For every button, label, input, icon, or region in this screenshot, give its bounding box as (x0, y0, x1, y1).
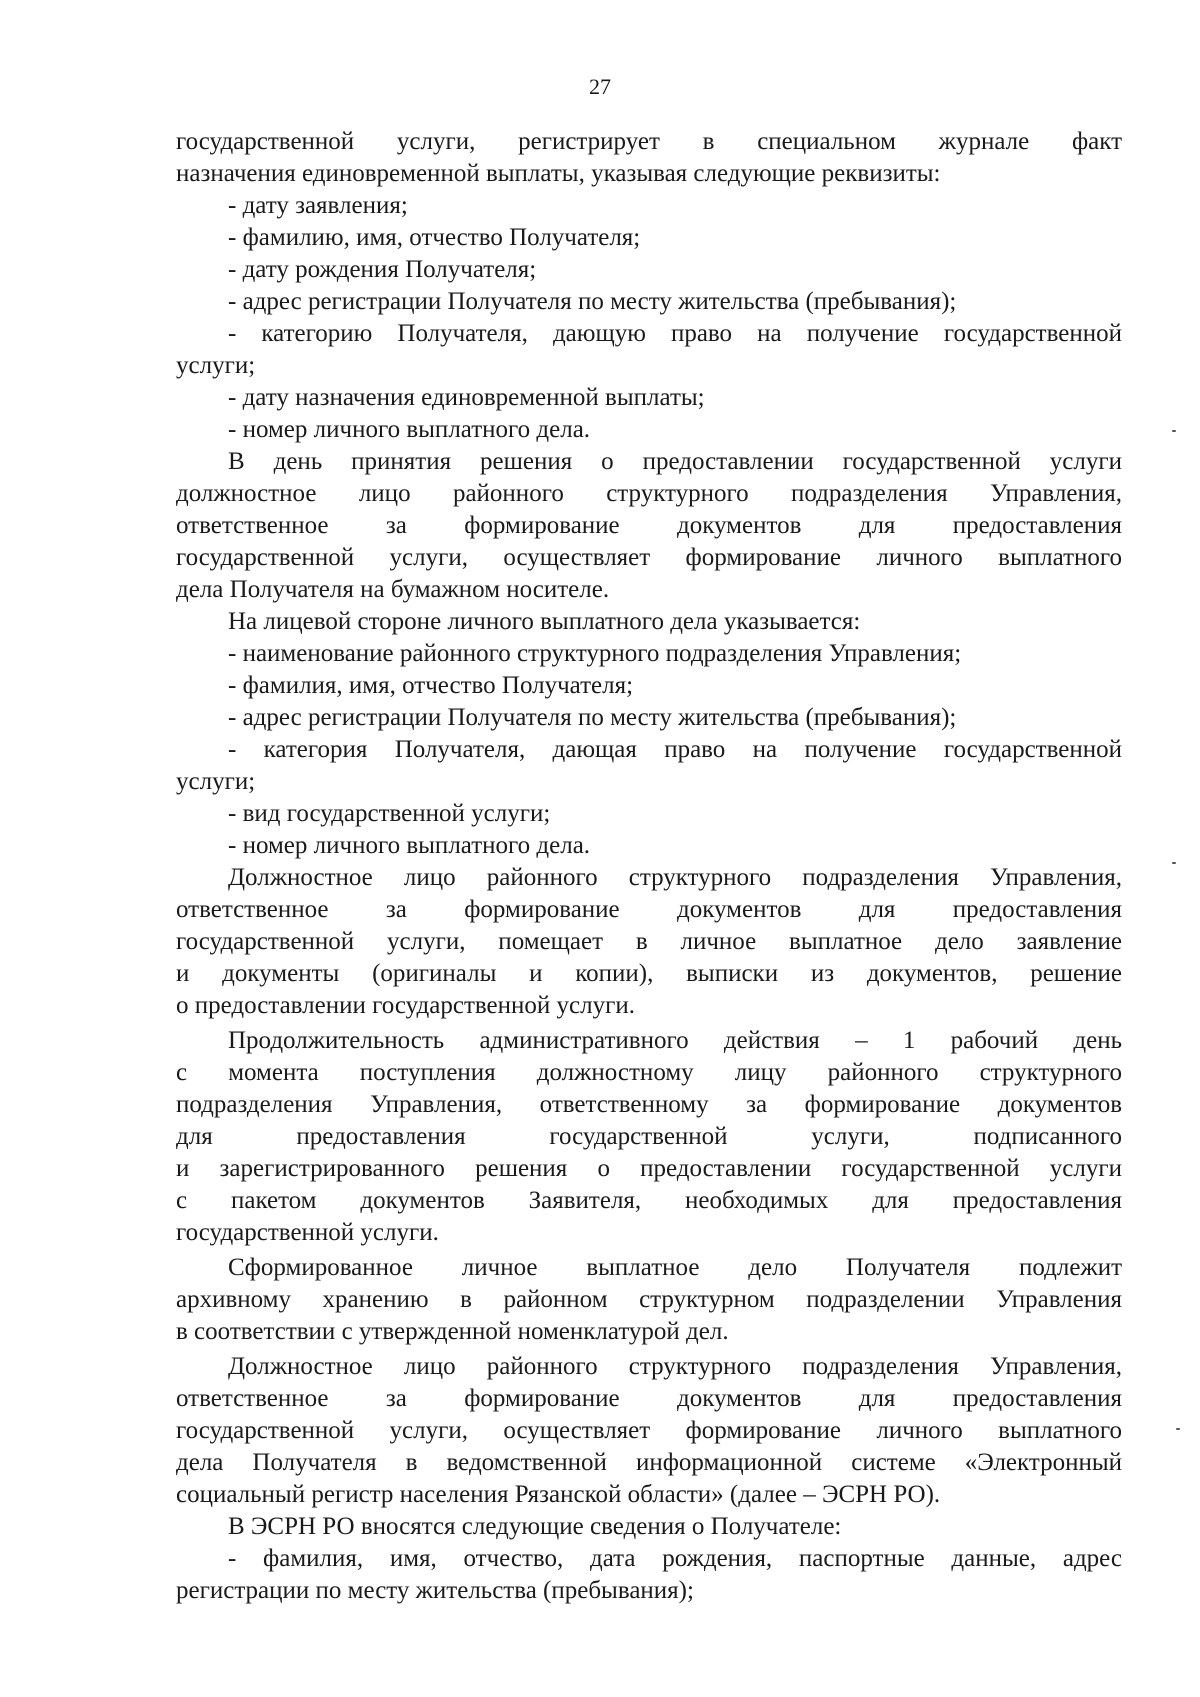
text-line: государственной услуги, помещает в личное выплатное дело заявление (176, 928, 1122, 955)
list-item: - вид государственной услуги; (228, 800, 551, 827)
text-line: и документы (оригиналы и копии), выписки из документов, решение (176, 960, 1122, 987)
paragraph-first-line: В день принятия решения о предоставлении государственной услуги (228, 448, 1122, 475)
text-line: и зарегистрированного решения о предоставлении государственной услуги (176, 1155, 1122, 1182)
paragraph-first-line: В ЭСРН РО вносятся следующие сведения о Получателе: (228, 1513, 842, 1540)
list-item: - адрес регистрации Получателя по месту жительства (пребывания); (228, 288, 957, 315)
text-line: дела Получателя на бумажном носителе. (176, 576, 610, 603)
list-item: - фамилия, имя, отчество, дата рождения, паспортные данные, адрес (228, 1545, 1122, 1572)
scan-speck (1172, 430, 1176, 432)
paragraph-first-line: Должностное лицо районного структурного подразделения Управления, (228, 864, 1122, 891)
text-line: должностное лицо районного структурного подразделения Управления, (176, 480, 1122, 507)
list-item: - номер личного выплатного дела. (228, 416, 591, 443)
text-line: подразделения Управления, ответственному за формирование документов (176, 1091, 1122, 1118)
list-item: - дату заявления; (228, 192, 408, 219)
page-number: 27 (589, 74, 611, 99)
list-item: - номер личного выплатного дела. (228, 832, 591, 859)
list-item: - наименование районного структурного подразделения Управления; (228, 640, 962, 667)
text-line: государственной услуги, регистрирует в специальном журнале факт (176, 128, 1122, 155)
text-line: регистрации по месту жительства (пребывания); (176, 1577, 694, 1604)
list-item: - категория Получателя, дающая право на получение государственной (228, 736, 1122, 763)
text-line: услуги; (176, 768, 256, 795)
text-line: социальный регистр населения Рязанской области» (далее – ЭСРН РО). (176, 1481, 941, 1508)
list-item: - дату назначения единовременной выплаты; (228, 384, 705, 411)
text-line: дела Получателя в ведомственной информационной системе «Электронный (176, 1449, 1122, 1476)
text-line: государственной услуги, осуществляет формирование личного выплатного (176, 1417, 1122, 1444)
list-item: - адрес регистрации Получателя по месту жительства (пребывания); (228, 704, 957, 731)
paragraph-first-line: Продолжительность административного действия – 1 рабочий день (228, 1027, 1122, 1054)
list-item: - категорию Получателя, дающую право на получение государственной (228, 320, 1122, 347)
text-line: услуги; (176, 352, 256, 379)
paragraph-first-line: Должностное лицо районного структурного подразделения Управления, (228, 1353, 1122, 1380)
paragraph-first-line: На лицевой стороне личного выплатного дела указывается: (228, 608, 861, 635)
scan-speck (1172, 862, 1176, 864)
text-line: ответственное за формирование документов для предоставления (176, 512, 1122, 539)
text-line: ответственное за формирование документов для предоставления (176, 896, 1122, 923)
text-line: государственной услуги. (176, 1219, 439, 1246)
text-line: назначения единовременной выплаты, указывая следующие реквизиты: (176, 160, 941, 187)
list-item: - дату рождения Получателя; (228, 256, 537, 283)
text-line: государственной услуги, осуществляет формирование личного выплатного (176, 544, 1122, 571)
text-line: архивному хранению в районном структурном подразделении Управления (176, 1286, 1122, 1313)
paragraph-first-line: Сформированное личное выплатное дело Получателя подлежит (228, 1254, 1122, 1281)
text-line: ответственное за формирование документов для предоставления (176, 1385, 1122, 1412)
list-item: - фамилию, имя, отчество Получателя; (228, 224, 641, 251)
text-line: с пакетом документов Заявителя, необходимых для предоставления (176, 1187, 1122, 1214)
text-line: в соответствии с утвержденной номенклатурой дел. (176, 1318, 729, 1345)
text-line: о предоставлении государственной услуги. (176, 992, 635, 1019)
scan-speck (1176, 1428, 1180, 1430)
text-line: для предоставления государственной услуги, подписанного (176, 1123, 1122, 1150)
document-body (176, 126, 1122, 1607)
list-item: - фамилия, имя, отчество Получателя; (228, 672, 634, 699)
text-line: с момента поступления должностному лицу районного структурного (176, 1059, 1122, 1086)
